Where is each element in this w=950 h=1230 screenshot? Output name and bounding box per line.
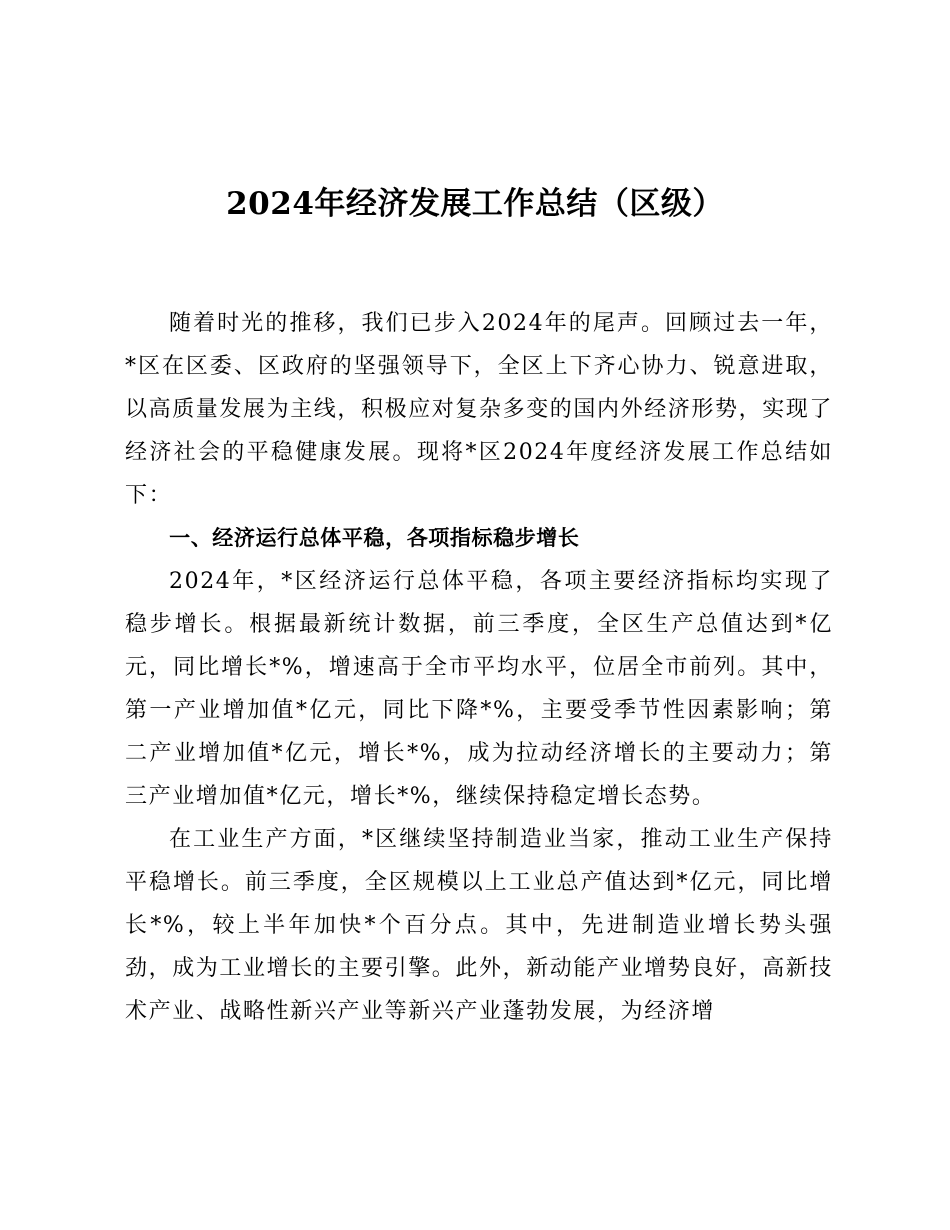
document-title: 2024年经济发展工作总结（区级） [226, 186, 724, 222]
intro-paragraph: 随着时光的推移，我们已步入2024年的尾声。回顾过去一年，*区在区委、区政府的坚强领导下，全区上下齐心协力、锐意进取，以高质量发展为主线，积极应对复杂多变的国内外经济形势，实现了经济社会的平稳健康发展。现将*区2024年度经济发展工作总结如下： [125, 311, 834, 508]
section-1-heading: 一、经济运行总体平稳，各项指标稳步增长 [169, 526, 580, 550]
section-1-paragraph-1: 2024年，*区经济运行总体平稳，各项主要经济指标均实现了稳步增长。根据最新统计数据，前三季度，全区生产总值达到*亿元，同比增长*%，增速高于全市平均水平，位居全市前列。其中，第一产业增加值*亿元，同比下降*%，主要受季节性因素影响；第二产业增加值*亿元，增长*%，成为拉动经济增长的主要动力；第三产业增加值*亿元，增长*%，继续保持稳定增长态势。 [125, 569, 833, 809]
section-1-paragraph-2: 在工业生产方面，*区继续坚持制造业当家，推动工业生产保持平稳增长。前三季度，全区规模以上工业总产值达到*亿元，同比增长*%，较上半年加快*个百分点。其中，先进制造业增长势头强劲，成为工业增长的主要引擎。此外，新动能产业增势良好，高新技术产业、战略性新兴产业等新兴产业蓬勃发展，为经济增 [125, 827, 834, 1024]
document-body [125, 302, 833, 1033]
